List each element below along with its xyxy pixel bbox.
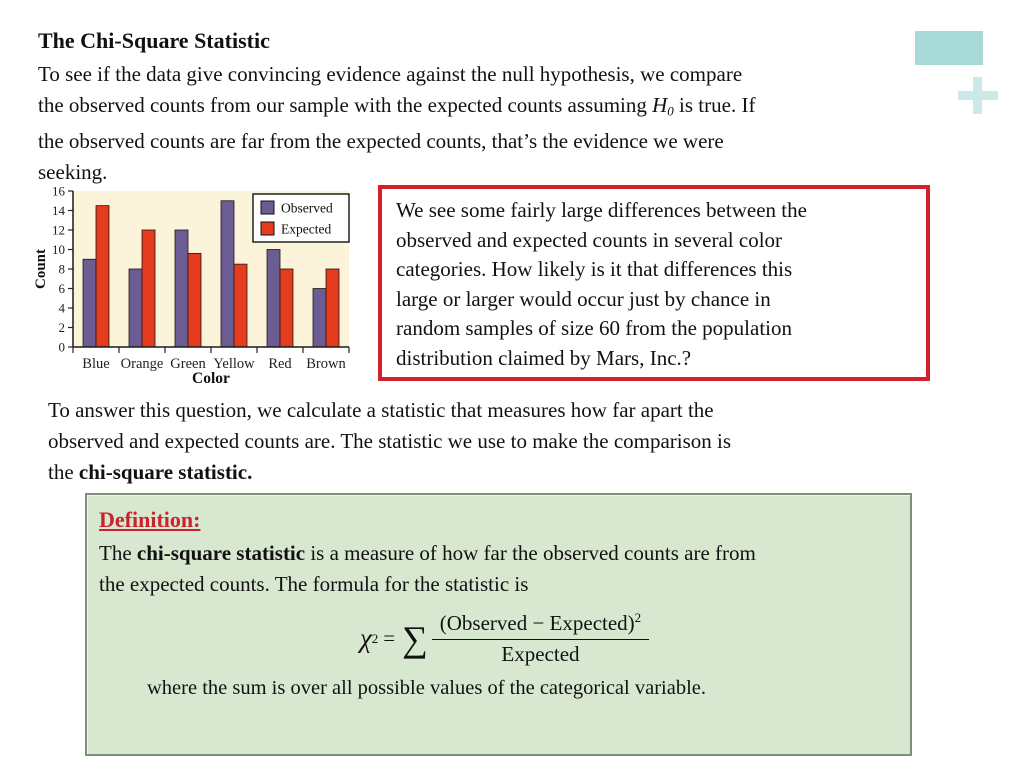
svg-text:Color: Color [192, 370, 230, 387]
svg-text:12: 12 [52, 222, 65, 238]
intro-line: To see if the data give convincing evidence against the null hypothesis, we compare [38, 62, 743, 86]
svg-text:Blue: Blue [82, 356, 110, 372]
svg-text:6: 6 [58, 281, 65, 296]
middle-paragraph [48, 395, 731, 488]
middle-line: To answer this question, we calculate a statistic that measures how far apart the [48, 398, 714, 422]
svg-text:2: 2 [58, 320, 65, 335]
svg-text:Green: Green [170, 356, 206, 372]
middle-line: the chi-square statistic. [48, 460, 253, 484]
callout-line: random samples of size 60 from the population [396, 316, 792, 340]
svg-text:Red: Red [268, 356, 292, 372]
chi-square-statistic-term: chi-square statistic. [78, 460, 253, 484]
formula-numerator: (Observed − Expected)$^2$ [432, 610, 649, 640]
formula-denominator: Expected [501, 642, 580, 666]
callout-box [378, 185, 930, 381]
sigma-sum-symbol: ∑ [402, 618, 428, 659]
svg-text:16: 16 [52, 183, 65, 199]
chi-exponent: 2 [371, 630, 379, 646]
callout-line: We see some fairly large differences between the [396, 198, 807, 222]
svg-text:Count: Count [33, 248, 49, 290]
definition-footer: where the sum is over all possible values of the categorical variable. [147, 677, 706, 699]
bar-chart-svg [33, 182, 373, 388]
chi-square-formula [99, 610, 910, 667]
definition-body-line: the expected counts. The formula for the statistic is [99, 572, 529, 596]
null-hypothesis-subscript: 0 [667, 103, 674, 119]
intro-line: seeking. [38, 160, 108, 185]
equals-sign: = [383, 626, 396, 650]
mm-color-bar-chart [33, 182, 373, 388]
svg-text:Brown: Brown [306, 356, 346, 372]
teal-square-decor [915, 31, 983, 65]
svg-text:Orange: Orange [120, 356, 164, 372]
definition-heading: Definition: [99, 507, 201, 532]
svg-text:Yellow: Yellow [213, 356, 255, 372]
intro-line: the observed counts from our sample with the expected counts assuming H0 is true. If [38, 93, 756, 119]
definition-box [85, 493, 912, 756]
svg-text:14: 14 [52, 203, 65, 218]
svg-text:10: 10 [52, 242, 65, 257]
svg-text:4: 4 [58, 300, 65, 316]
null-hypothesis-symbol: H [652, 93, 668, 117]
svg-text:Expected: Expected [281, 221, 332, 237]
formula-fraction [432, 610, 649, 667]
chi-square-statistic-term: chi-square statistic [136, 541, 306, 565]
callout-line: distribution claimed by Mars, Inc.? [396, 345, 692, 370]
middle-line: observed and expected counts are. The statistic we use to make the comparison is [48, 429, 732, 453]
callout-line: categories. How likely is it that differences this [396, 257, 793, 281]
definition-body-line: The chi-square statistic is a measure of how far the observed counts are from [99, 541, 756, 565]
svg-text:Observed: Observed [281, 200, 333, 216]
plus-icon-vbar [973, 77, 982, 114]
svg-text:0: 0 [58, 339, 65, 355]
numerator-exponent: 2 [634, 610, 642, 625]
callout-line: large or larger would occur just by chance in [396, 286, 771, 311]
intro-paragraph [38, 59, 755, 188]
svg-text:8: 8 [58, 261, 65, 277]
plus-icon [958, 77, 998, 114]
chi-symbol: χ [359, 623, 372, 653]
definition-body [99, 538, 910, 600]
intro-line: the observed counts are far from the expected counts, that’s the evidence we were [38, 129, 724, 154]
page-title: The Chi-Square Statistic [38, 28, 270, 53]
callout-line: observed and expected counts in several color [396, 227, 783, 252]
